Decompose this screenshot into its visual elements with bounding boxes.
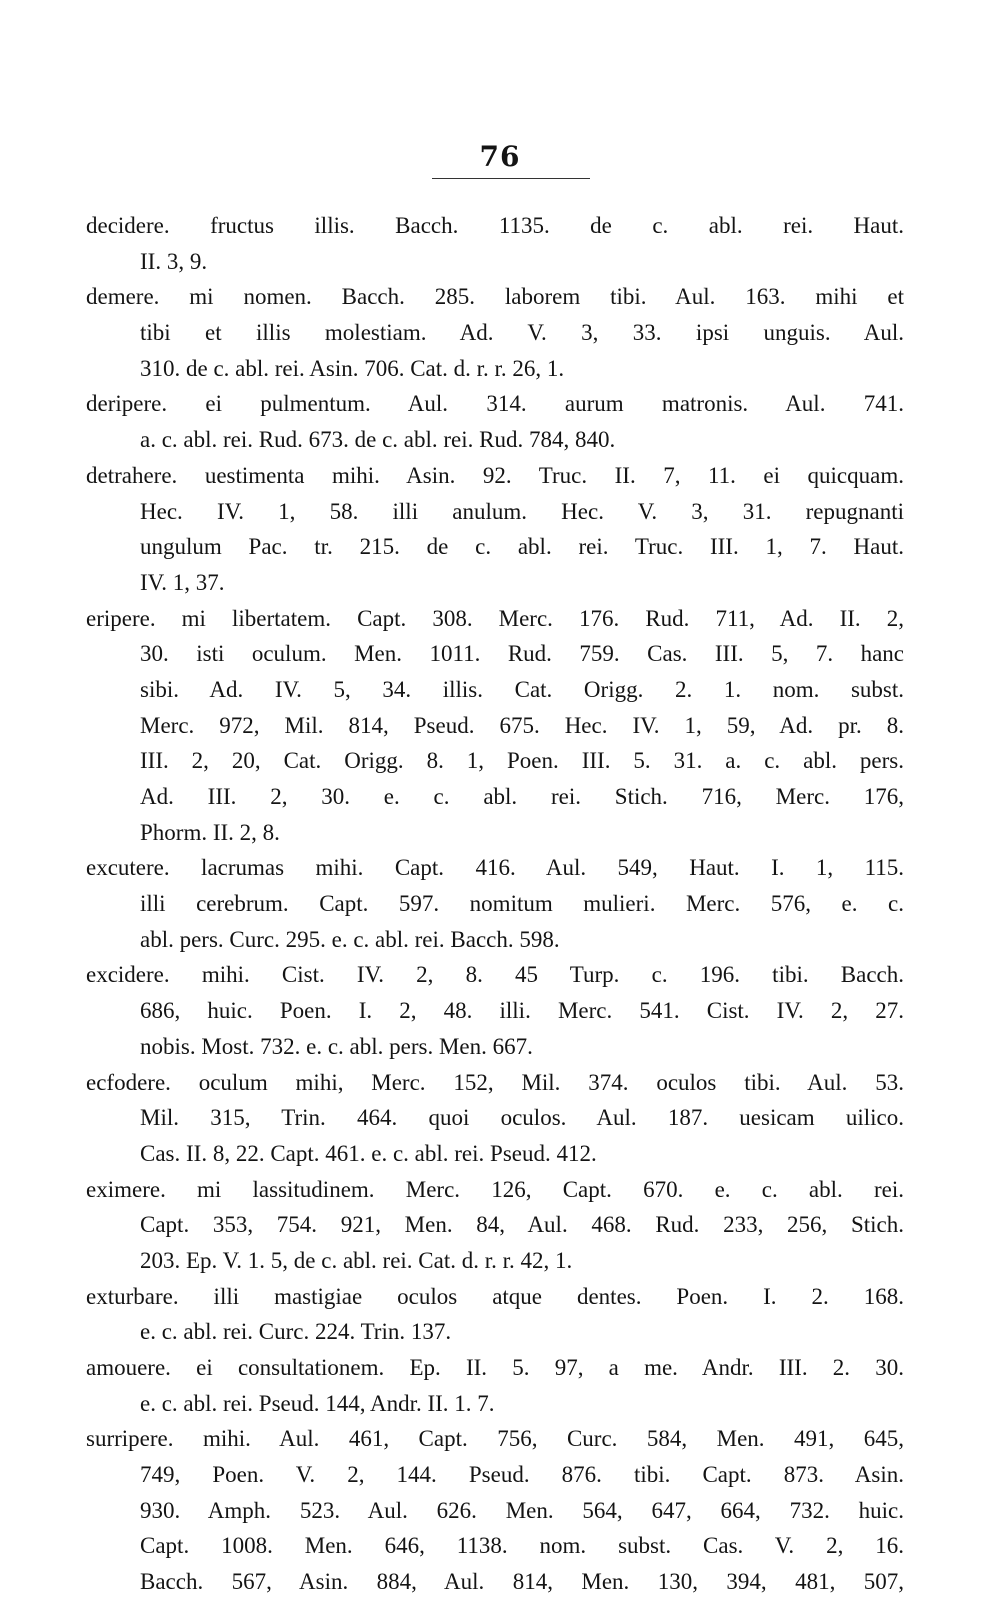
entry-line: exturbare. illi mastigiae oculos atque dentes. Poen. I. 2. 168. — [86, 1283, 904, 1309]
entry-line: abl. pers. Curc. 295. e. c. abl. rei. Bacch. 598. — [140, 926, 560, 952]
entry-eripere — [86, 601, 904, 851]
entry-deripere — [86, 386, 904, 457]
entry-detrahere — [86, 458, 904, 601]
entry-line: excidere. mihi. Cist. IV. 2, 8. 45 Turp. c. 196. tibi. Bacch. — [86, 962, 904, 988]
entry-line: tibi et illis molestiam. Ad. V. 3, 33. ipsi unguis. Aul. — [140, 320, 904, 346]
entry-line: Phorm. II. 2, 8. — [140, 819, 280, 845]
entry-line: e. c. abl. rei. Pseud. 144, Andr. II. 1. 7. — [140, 1390, 495, 1416]
page-number: 76 — [479, 140, 521, 173]
entry-excidere — [86, 957, 904, 1064]
lexicon-entries — [86, 208, 904, 1600]
entry-line: eximere. mi lassitudinem. Merc. 126, Capt. 670. e. c. abl. rei. — [86, 1176, 904, 1202]
entry-line: IV. 1, 37. — [140, 569, 225, 595]
entry-line: 310. de c. abl. rei. Asin. 706. Cat. d. r. r. 26, 1. — [140, 355, 565, 381]
entry-eximere — [86, 1172, 904, 1279]
entry-line: illi cerebrum. Capt. 597. nomitum mulieri. Merc. 576, e. c. — [140, 891, 904, 917]
entry-line: Cas. II. 8, 22. Capt. 461. e. c. abl. rei. Pseud. 412. — [140, 1140, 597, 1166]
header-rule — [432, 178, 590, 179]
entry-line: ecfodere. oculum mihi, Merc. 152, Mil. 374. oculos tibi. Aul. 53. — [86, 1069, 904, 1095]
entry-line: excutere. lacrumas mihi. Capt. 416. Aul. 549, Haut. I. 1, 115. — [86, 855, 904, 881]
entry-decidere — [86, 208, 904, 279]
entry-line: 749, Poen. V. 2, 144. Pseud. 876. tibi. Capt. 873. Asin. — [140, 1462, 904, 1488]
entry-line: e. c. abl. rei. Curc. 224. Trin. 137. — [140, 1319, 452, 1345]
entry-excutere — [86, 850, 904, 957]
entry-line: 30. isti oculum. Men. 1011. Rud. 759. Cas. III. 5, 7. hanc — [140, 641, 904, 667]
entry-line: ungulum Pac. tr. 215. de c. abl. rei. Truc. III. 1, 7. Haut. — [140, 534, 904, 560]
entry-ecfodere — [86, 1065, 904, 1172]
entry-exturbare — [86, 1279, 904, 1350]
entry-amouere — [86, 1350, 904, 1421]
entry-line: nobis. Most. 732. e. c. abl. pers. Men. 667. — [140, 1033, 533, 1059]
entry-line: demere. mi nomen. Bacch. 285. laborem tibi. Aul. 163. mihi et — [86, 284, 904, 310]
entry-line: 930. Amph. 523. Aul. 626. Men. 564, 647, 664, 732. huic. — [140, 1497, 904, 1523]
entry-line: detrahere. uestimenta mihi. Asin. 92. Truc. II. 7, 11. ei quicquam. — [86, 462, 904, 488]
entry-line: eripere. mi libertatem. Capt. 308. Merc. 176. Rud. 711, Ad. II. 2, — [86, 605, 904, 631]
entry-line: Bacch. 567, Asin. 884, Aul. 814, Men. 130, 394, 481, 507, — [140, 1569, 904, 1595]
entry-demere — [86, 279, 904, 386]
entry-line: surripere. mihi. Aul. 461, Capt. 756, Curc. 584, Men. 491, 645, — [86, 1426, 904, 1452]
entry-line: Capt. 1008. Men. 646, 1138. nom. subst. Cas. V. 2, 16. — [140, 1533, 904, 1559]
entry-line: deripere. ei pulmentum. Aul. 314. aurum matronis. Aul. 741. — [86, 391, 904, 417]
entry-surripere — [86, 1421, 904, 1599]
entry-line: III. 2, 20, Cat. Origg. 8. 1, Poen. III. 5. 31. a. c. abl. pers. — [140, 748, 904, 774]
entry-line: 686, huic. Poen. I. 2, 48. illi. Merc. 541. Cist. IV. 2, 27. — [140, 998, 904, 1024]
entry-line: 203. Ep. V. 1. 5, de c. abl. rei. Cat. d. r. r. 42, 1. — [140, 1247, 573, 1273]
entry-line: Capt. 353, 754. 921, Men. 84, Aul. 468. Rud. 233, 256, Stich. — [140, 1212, 904, 1238]
entry-line: sibi. Ad. IV. 5, 34. illis. Cat. Origg. 2. 1. nom. subst. — [140, 676, 904, 702]
entry-line: Merc. 972, Mil. 814, Pseud. 675. Hec. IV. 1, 59, Ad. pr. 8. — [140, 712, 904, 738]
entry-line: Mil. 315, Trin. 464. quoi oculos. Aul. 187. uesicam uilico. — [140, 1105, 904, 1131]
entry-line: decidere. fructus illis. Bacch. 1135. de c. abl. rei. Haut. — [86, 213, 904, 238]
entry-line: Ad. III. 2, 30. e. c. abl. rei. Stich. 716, Merc. 176, — [140, 784, 904, 809]
entry-line: a. c. abl. rei. Rud. 673. de c. abl. rei. Rud. 784, 840. — [140, 427, 616, 453]
entry-line: Hec. IV. 1, 58. illi anulum. Hec. V. 3, 31. repugnanti — [140, 498, 904, 524]
entry-line: amouere. ei consultationem. Ep. II. 5. 97, a me. Andr. III. 2. 30. — [86, 1355, 904, 1380]
entry-line: II. 3, 9. — [140, 248, 208, 274]
